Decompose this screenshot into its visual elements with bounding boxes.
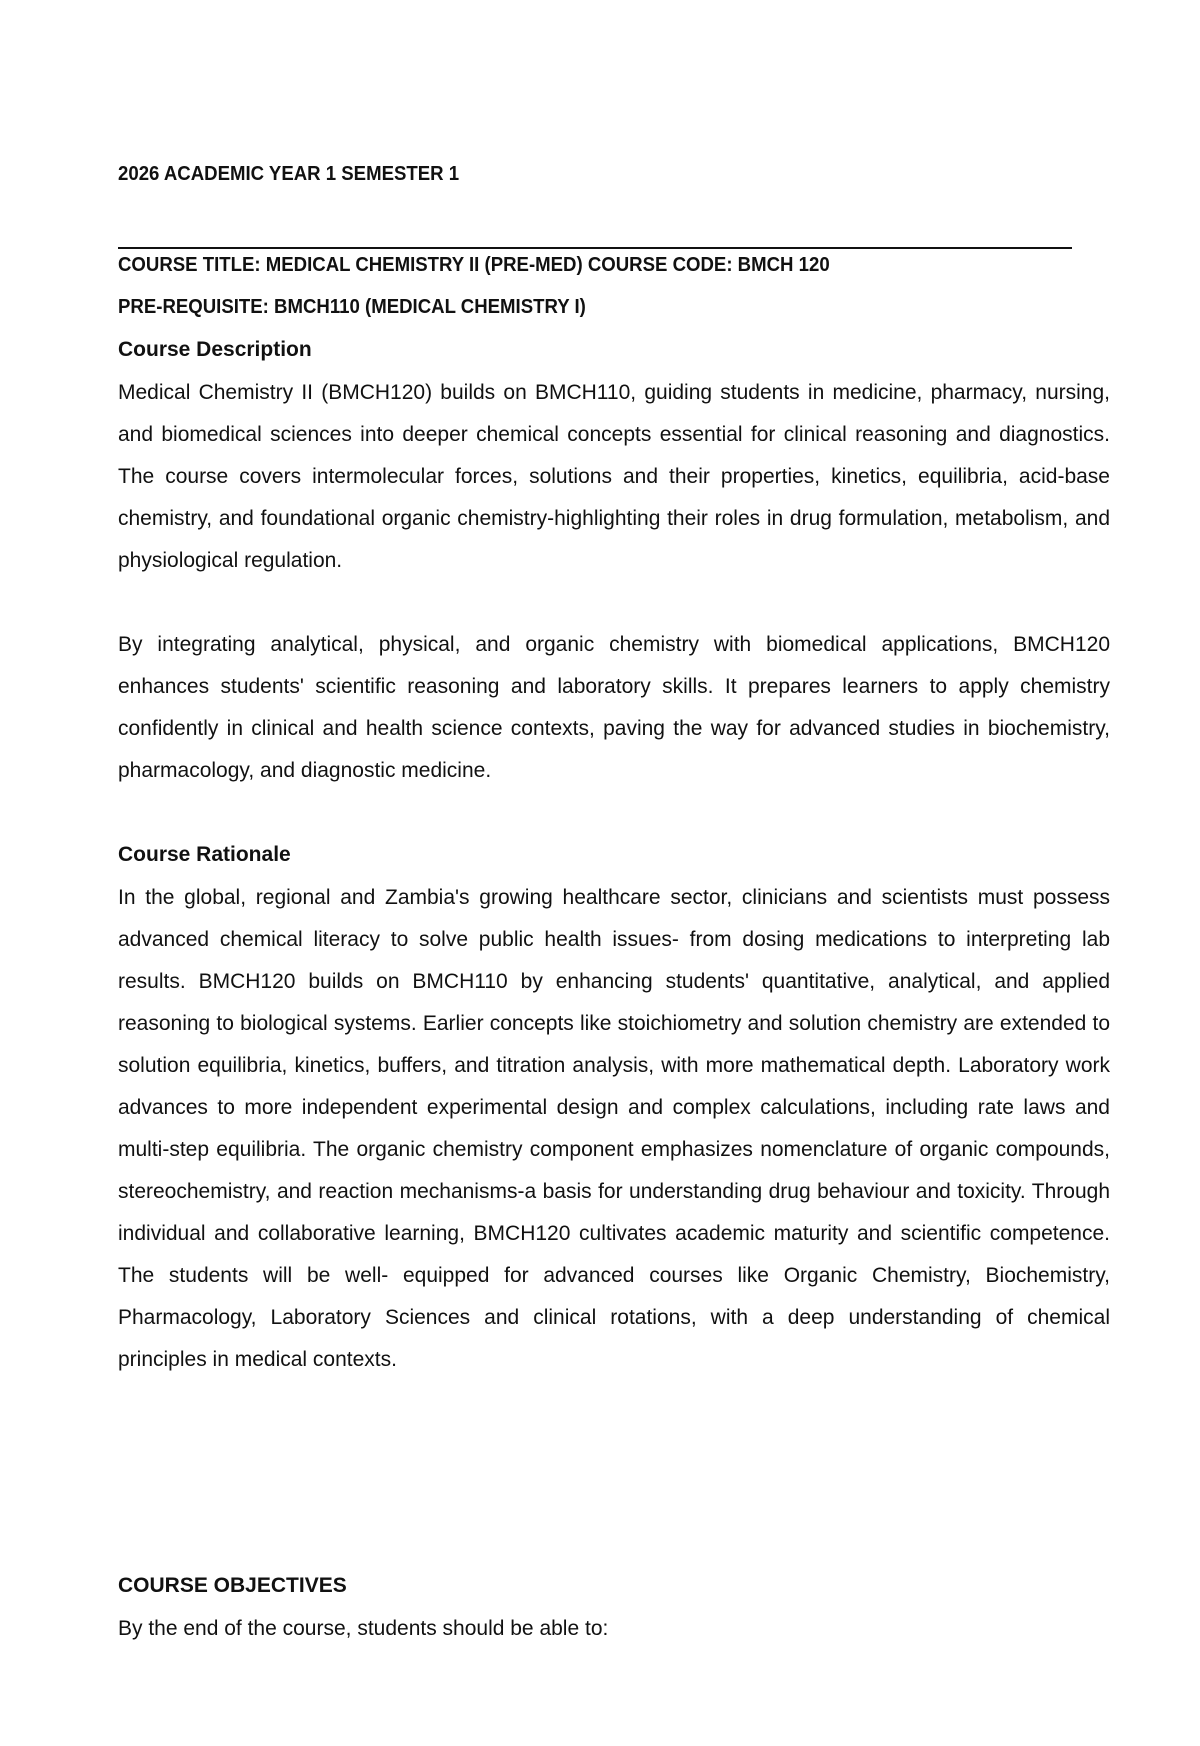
course-description-paragraph-1: Medical Chemistry II (BMCH120) builds on BMCH110, guiding students in medicine, pharmacy, nursing, and biomedical sciences into deeper chemical concepts essential for clinical reasoning and diagnostics. The course covers intermolecular forces, solutions and their properties, kinetics, equilibria, acid-base chemistry, and foundational organic chemistry-highlighting their roles in drug formulation, metabolism, and physiological regulation. (118, 381, 1110, 572)
course-description-paragraph-2: By integrating analytical, physical, and organic chemistry with biomedical applications, BMCH120 enhances students' scientific reasoning and laboratory skills. It prepares learners to apply chemistry confidently in clinical and health science contexts, paving the way for advanced studies in biochemistry, pharmacology, and diagnostic medicine. (118, 633, 1110, 782)
prerequisite-line: PRE-REQUISITE: BMCH110 (MEDICAL CHEMISTRY I) (118, 296, 586, 318)
heading-divider (118, 247, 1072, 249)
academic-year-heading: 2026 ACADEMIC YEAR 1 SEMESTER 1 (118, 163, 460, 185)
course-title-line: COURSE TITLE: MEDICAL CHEMISTRY II (PRE-MED) COURSE CODE: BMCH 120 (118, 254, 830, 276)
course-objectives-heading: COURSE OBJECTIVES (118, 1574, 347, 1597)
course-rationale-paragraph: In the global, regional and Zambia's growing healthcare sector, clinicians and scientists must possess advanced chemical literacy to solve public health issues- from dosing medications to interpreting lab results. BMCH120 builds on BMCH110 by enhancing students' quantitative, analytical, and applied reasoning to biological systems. Earlier concepts like stoichiometry and solution chemistry are extended to solution equilibria, kinetics, buffers, and titration analysis, with more mathematical depth. Laboratory work advances to more independent experimental design and complex calculations, including rate laws and multi-step equilibria. The organic chemistry component emphasizes nomenclature of organic compounds, stereochemistry, and reaction mechanisms-a basis for understanding drug behaviour and toxicity. Through individual and collaborative learning, BMCH120 cultivates academic maturity and scientific competence. The students will be well- equipped for advanced courses like Organic Chemistry, Biochemistry, Pharmacology, Laboratory Sciences and clinical rotations, with a deep understanding of chemical principles in medical contexts. (118, 886, 1110, 1371)
course-description-heading: Course Description (118, 338, 312, 361)
course-objectives-intro: By the end of the course, students should be able to: (118, 1617, 609, 1640)
course-rationale-heading: Course Rationale (118, 843, 291, 866)
